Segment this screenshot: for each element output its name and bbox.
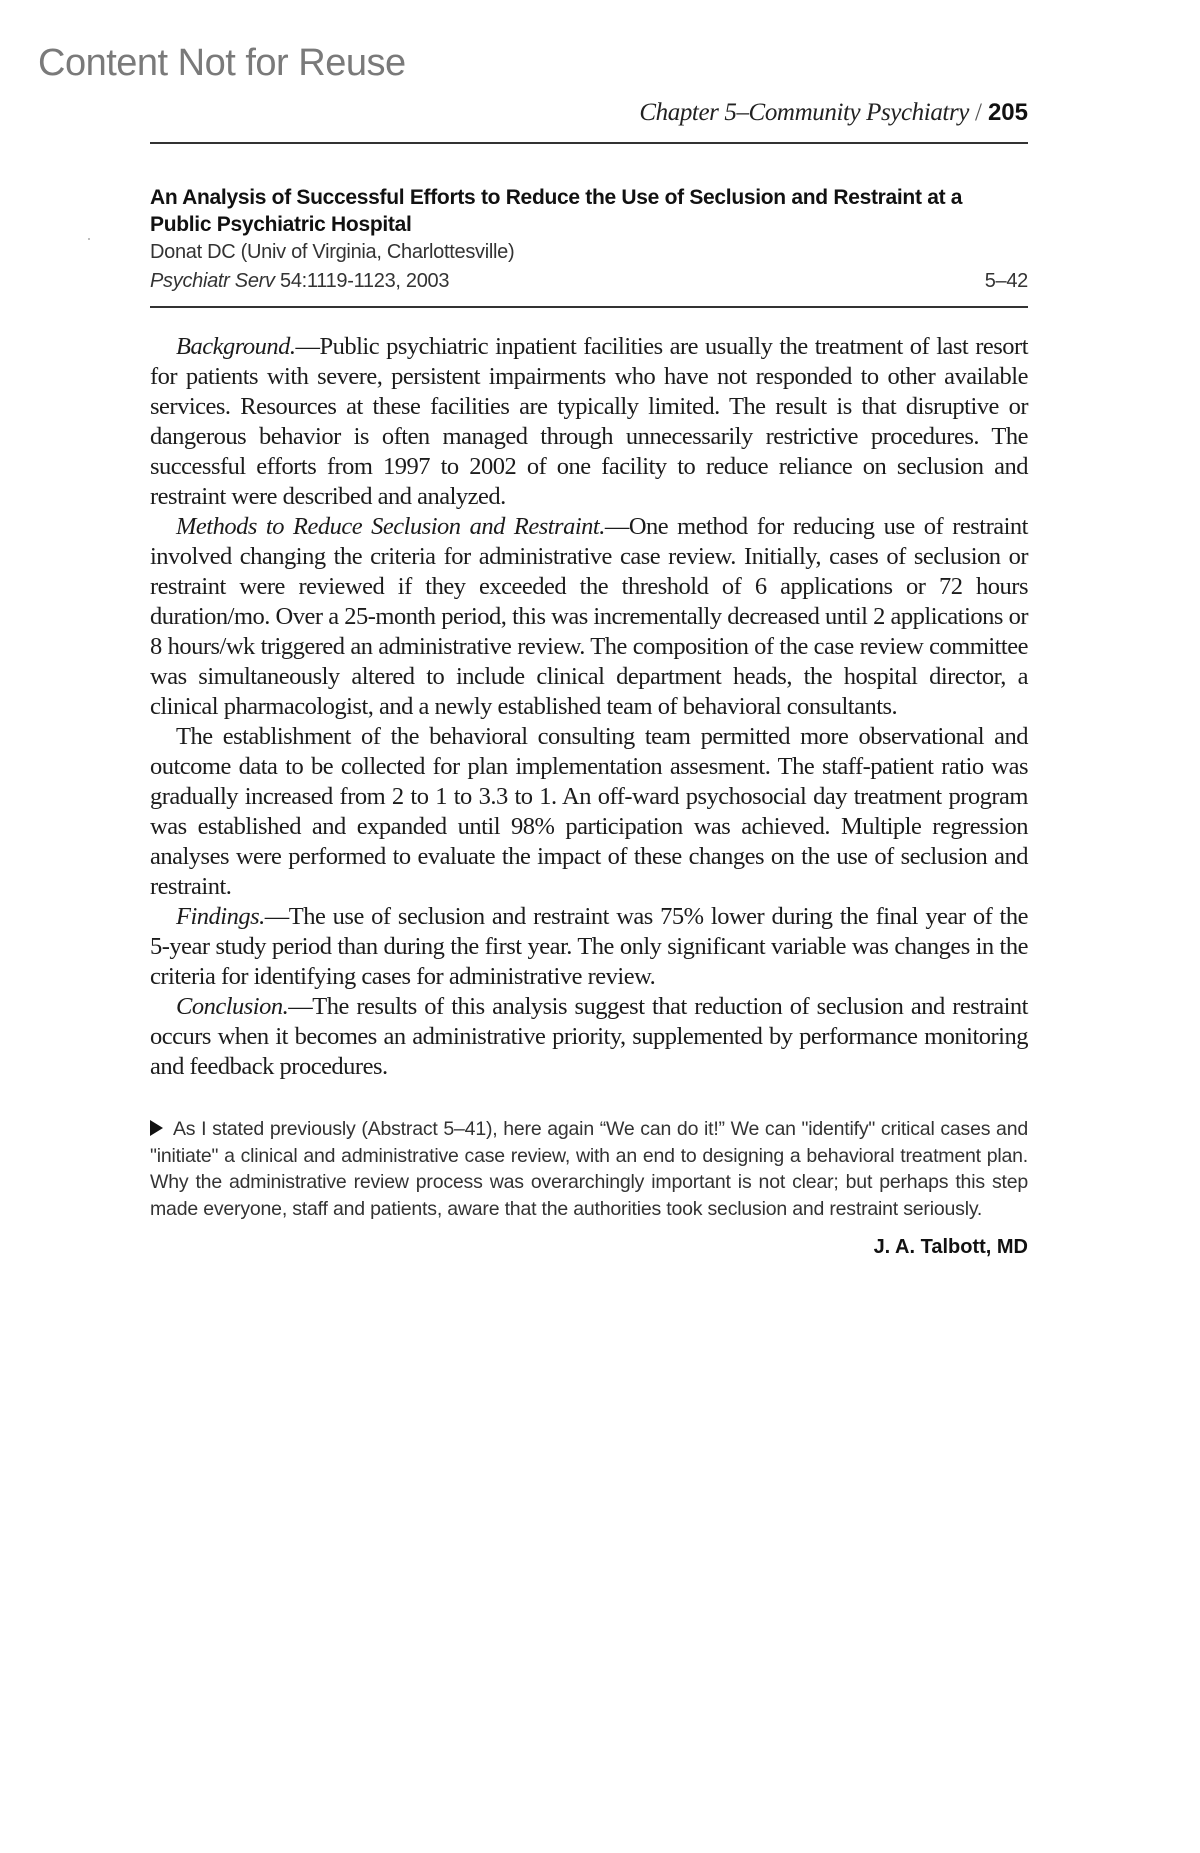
- citation-rule: [150, 306, 1028, 308]
- conclusion-paragraph: [150, 992, 1028, 1082]
- background-text: —Public psychiatric inpatient facilities are usually the treatment of last resort for patients with severe, persistent impairments who have not responded to other available services. Resources at these facilities are typically limited. The result is that disruptive or dangerous behavior is often managed through unnecessarily restrictive procedures. The successful efforts from 1997 to 2002 of one facility to reduce reliance on seclusion and restraint were described and analyzed.: [150, 333, 1028, 510]
- editor-comment: [150, 1116, 1028, 1222]
- page-number: 205: [987, 99, 1028, 126]
- methods-heading: Methods to Reduce Seclusion and Restraint.: [176, 513, 605, 540]
- methods-continued-paragraph: [150, 722, 1028, 902]
- journal-reference: [150, 267, 449, 296]
- citation-row: [150, 267, 1028, 296]
- page: [150, 96, 1028, 1262]
- methods-paragraph: [150, 512, 1028, 722]
- comment-text: As I stated previously (Abstract 5–41), here again “We can do it!” We can "identify" critical cases and "initiate" a clinical and administrative case review, with an end to designing a behavioral treatment plan. Why the administrative review process was overarchingly important is not clear; but perhaps this step made everyone, staff and patients, aware that the authorities took seclusion and restraint seriously.: [150, 1118, 1028, 1220]
- triangle-right-icon: [150, 1120, 163, 1136]
- methods-text: —One method for reducing use of restraint involved changing the criteria for administrative case review. Initially, cases of seclusion or restraint were reviewed if they exceeded the threshold of 6 applications or 72 hours duration/mo. Over a 25-month period, this was incrementally decreased until 2 applications or 8 hours/wk triggered an administrative review. The composition of the case review committee was simultaneously altered to include clinical department heads, the hospital director, a clinical pharmacologist, and a newly established team of behavioral consultants.: [150, 513, 1028, 720]
- conclusion-heading: Conclusion.: [176, 993, 289, 1020]
- findings-paragraph: [150, 902, 1028, 992]
- volume-pages-year: 54:1119-1123, 2003: [280, 270, 450, 292]
- running-head-separator: /: [975, 99, 982, 126]
- conclusion-text: —The results of this analysis suggest that reduction of seclusion and restraint occurs when it becomes an administrative priority, supplemented by performance monitoring and feedback procedures.: [150, 993, 1028, 1080]
- background-heading: Background.: [176, 333, 296, 360]
- article-title: An Analysis of Successful Efforts to Reduce the Use of Seclusion and Restraint at a Public Psychiatric Hospital: [150, 186, 963, 236]
- scan-speck: [88, 238, 90, 240]
- running-head: [150, 96, 1028, 130]
- journal-name: Psychiatr Serv: [150, 270, 275, 292]
- methods-continued-text: The establishment of the behavioral consulting team permitted more observational and outcome data to be collected for plan implementation assesment. The staff-patient ratio was gradually increased from 2 to 1 to 3.3 to 1. An off-ward psychosocial day treatment program was established and expanded until 98% participation was achieved. Multiple regression analyses were performed to evaluate the impact of these changes on the use of seclusion and restraint.: [150, 723, 1028, 900]
- background-paragraph: [150, 332, 1028, 512]
- citation-block: [150, 184, 1028, 296]
- chapter-title: Chapter 5–Community Psychiatry: [639, 99, 969, 126]
- header-rule: [150, 142, 1028, 144]
- watermark: Content Not for Reuse: [38, 42, 406, 84]
- abstract-body: [150, 332, 1028, 1082]
- comment-signature: J. A. Talbott, MD: [873, 1236, 1028, 1258]
- abstract-number: 5–42: [984, 270, 1028, 292]
- findings-text: —The use of seclusion and restraint was 75% lower during the final year of the 5-year study period than during the first year. The only significant variable was changes in the criteria for identifying cases for administrative review.: [150, 903, 1028, 990]
- findings-heading: Findings.: [176, 903, 265, 930]
- author-affiliation: Donat DC (Univ of Virginia, Charlottesville): [150, 241, 515, 263]
